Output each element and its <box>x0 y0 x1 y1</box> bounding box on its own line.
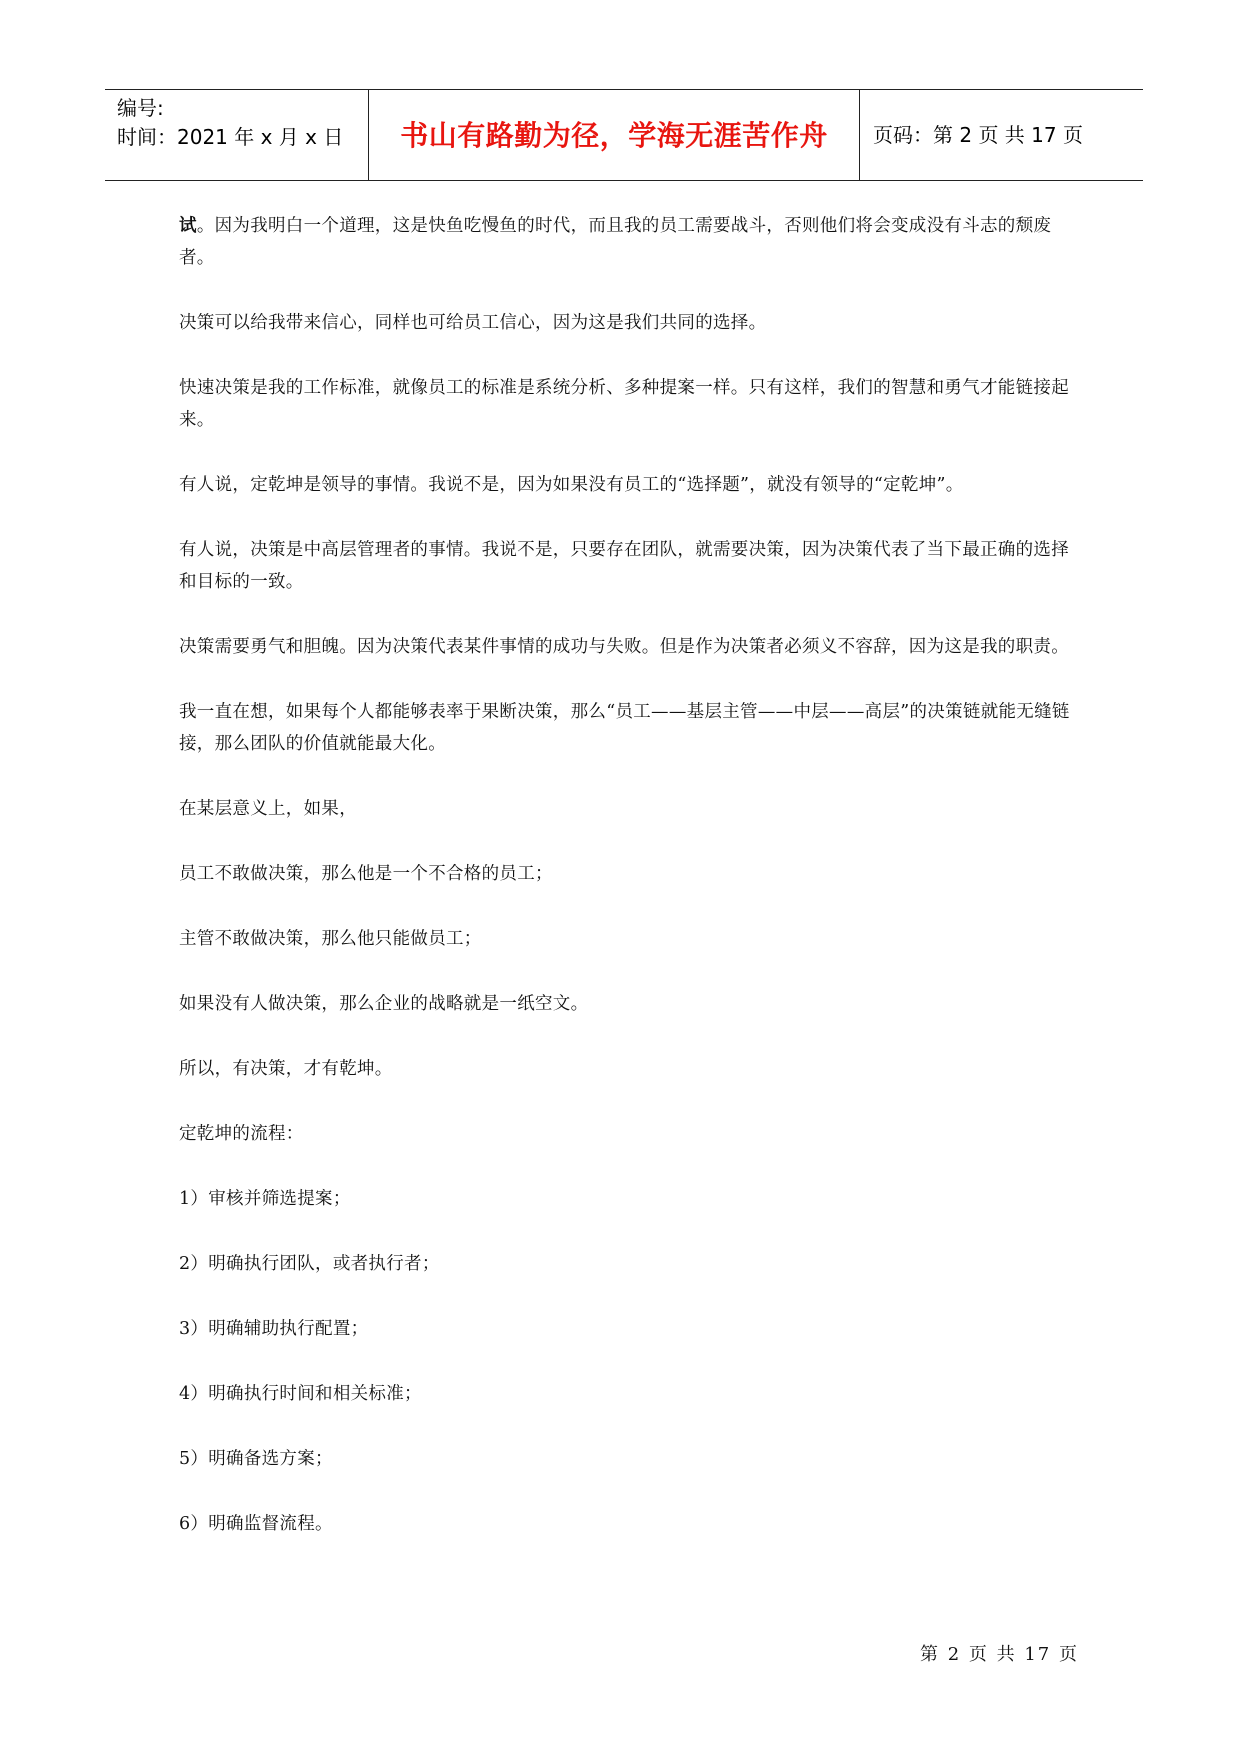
bold-lead-char: 试 <box>179 216 197 236</box>
paragraph: 定乾坤的流程： <box>179 1124 304 1144</box>
paragraph: 决策可以给我带来信心，同样也可给员工信心，因为这是我们共同的选择。 <box>179 313 767 333</box>
header-page-number: 页码：第 2 页 共 17 页 <box>873 123 1083 147</box>
list-item: 5）明确备选方案； <box>179 1449 333 1469</box>
list-item: 3）明确辅助执行配置； <box>179 1319 369 1339</box>
paragraph: 所以，有决策，才有乾坤。 <box>179 1059 393 1079</box>
paragraph: 我一直在想，如果每个人都能够表率于果断决策，那么“员工——基层主管——中层——高层”的决策链就能无缝链接，那么团队的价值就能最大化。 <box>179 702 1070 754</box>
paragraph: 在某层意义上，如果， <box>179 799 357 819</box>
page-header <box>105 89 1143 181</box>
list-item: 4）明确执行时间和相关标准； <box>179 1384 422 1404</box>
number-label: 编号: <box>117 96 164 120</box>
header-motto: 书山有路勤为径，学海无涯苦作舟 <box>400 119 828 152</box>
paragraph: 有人说，决策是中高层管理者的事情。我说不是，只要存在团队，就需要决策，因为决策代表了当下最正确的选择和目标的一致。 <box>179 540 1069 592</box>
list-item: 2）明确执行团队，或者执行者； <box>179 1254 440 1274</box>
page-footer: 第 2 页 共 17 页 <box>920 1644 1079 1665</box>
paragraph-text: 。因为我明白一个道理，这是快鱼吃慢鱼的时代，而且我的员工需要战斗，否则他们将会变成没有斗志的颓废者。 <box>179 216 1052 268</box>
paragraph: 有人说，定乾坤是领导的事情。我说不是，因为如果没有员工的“选择题”，就没有领导的“定乾坤”。 <box>179 475 964 495</box>
paragraph: 如果没有人做决策，那么企业的战略就是一纸空文。 <box>179 994 589 1014</box>
document-body <box>179 210 1079 1573</box>
paragraph: 决策需要勇气和胆魄。因为决策代表某件事情的成功与失败。但是作为决策者必须义不容辞，因为这是我的职责。 <box>179 637 1069 657</box>
paragraph: 员工不敢做决策，那么他是一个不合格的员工； <box>179 864 553 884</box>
header-meta <box>117 94 343 152</box>
time-label: 时间：2021 年 x 月 x 日 <box>117 125 344 149</box>
paragraph: 快速决策是我的工作标准，就像员工的标准是系统分析、多种提案一样。只有这样，我们的智慧和勇气才能链接起来。 <box>179 378 1069 430</box>
header-divider-right <box>859 90 860 180</box>
list-item: 1）审核并筛选提案； <box>179 1189 351 1209</box>
paragraph <box>179 210 1079 274</box>
list-item: 6）明确监督流程。 <box>179 1514 333 1534</box>
paragraph: 主管不敢做决策，那么他只能做员工； <box>179 929 482 949</box>
